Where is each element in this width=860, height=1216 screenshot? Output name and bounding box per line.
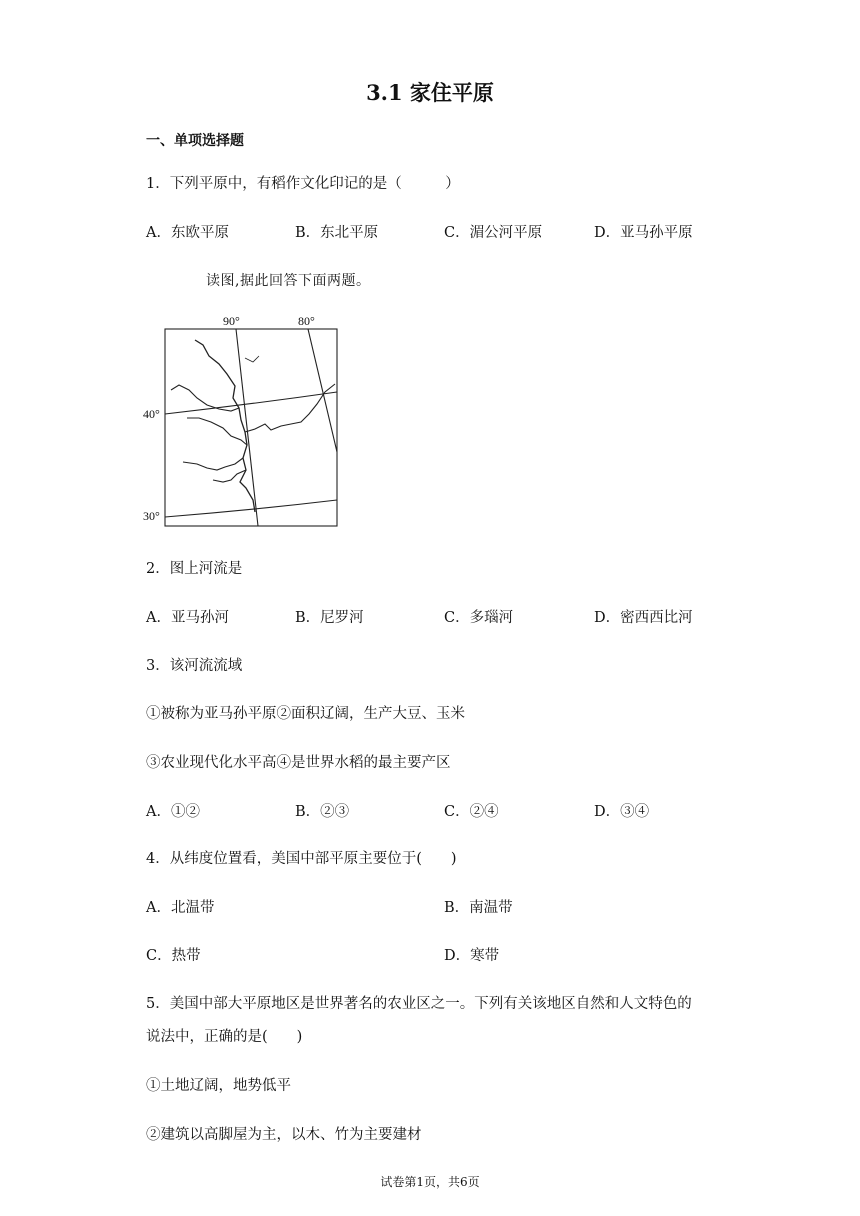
page-footer: 试卷第1页，共6页 (380, 1175, 480, 1189)
q3-option-d: D．③④ (594, 804, 650, 820)
river-map (143, 312, 343, 532)
page-title: 3.1 家住平原 (366, 80, 494, 105)
q3-statement-line-1: ①被称为亚马孙平原②面积辽阔，生产大豆、玉米 (146, 706, 465, 722)
western-tributary-3 (183, 458, 243, 470)
lat-label-40: 40° (143, 407, 160, 421)
q2-option-c: C．多瑙河 (444, 610, 514, 626)
q4-option-c: C．热带 (146, 948, 201, 964)
question-5-stem-line-2: 说法中，正确的是( ) (146, 1029, 303, 1045)
q4-option-d: D．寒带 (444, 948, 500, 964)
q2-option-d: D．密西西比河 (594, 610, 693, 626)
q3-option-b: B．②③ (295, 804, 350, 820)
q2-option-b: B．尼罗河 (295, 610, 364, 626)
q3-option-c: C．②④ (444, 804, 499, 820)
q1-option-a: A．东欧平原 (146, 225, 229, 241)
q2-option-a: A．亚马孙河 (146, 610, 229, 626)
lake-outline (245, 356, 259, 362)
lat-label-30: 30° (143, 509, 160, 523)
map-intro-text: 读图,据此回答下面两题。 (206, 273, 371, 289)
q1-option-c: C．湄公河平原 (444, 225, 543, 241)
q5-item-1: ①土地辽阔，地势低平 (146, 1078, 291, 1094)
q5-item-2: ②建筑以高脚屋为主，以木、竹为主要建材 (146, 1127, 422, 1143)
question-5-stem-line-1: 5．美国中部大平原地区是世界著名的农业区之一。下列有关该地区自然和人文特色的 (146, 996, 692, 1012)
lon-label-80: 80° (298, 314, 315, 328)
question-2-stem: 2．图上河流是 (146, 561, 243, 577)
q3-statement-line-2: ③农业现代化水平高④是世界水稻的最主要产区 (146, 755, 451, 771)
q1-option-d: D．亚马孙平原 (594, 225, 693, 241)
section-heading: 一、单项选择题 (146, 133, 244, 149)
q4-option-a: A．北温带 (146, 900, 215, 916)
eastern-tributary (245, 384, 335, 432)
main-river (195, 340, 255, 512)
q3-option-a: A．①② (146, 804, 200, 820)
q4-option-b: B．南温带 (444, 900, 513, 916)
western-tributary-1 (171, 385, 239, 411)
question-3-stem: 3．该河流流域 (146, 658, 243, 674)
meridian-90 (236, 329, 258, 526)
parallel-30 (165, 500, 337, 517)
question-4-stem: 4．从纬度位置看，美国中部平原主要位于( ) (146, 851, 457, 867)
meridian-80 (308, 329, 337, 452)
western-tributary-2 (187, 418, 247, 445)
lon-label-90: 90° (223, 314, 240, 328)
question-1-stem: 1．下列平原中，有稻作文化印记的是（ ） (146, 176, 460, 192)
q1-option-b: B．东北平原 (295, 225, 379, 241)
